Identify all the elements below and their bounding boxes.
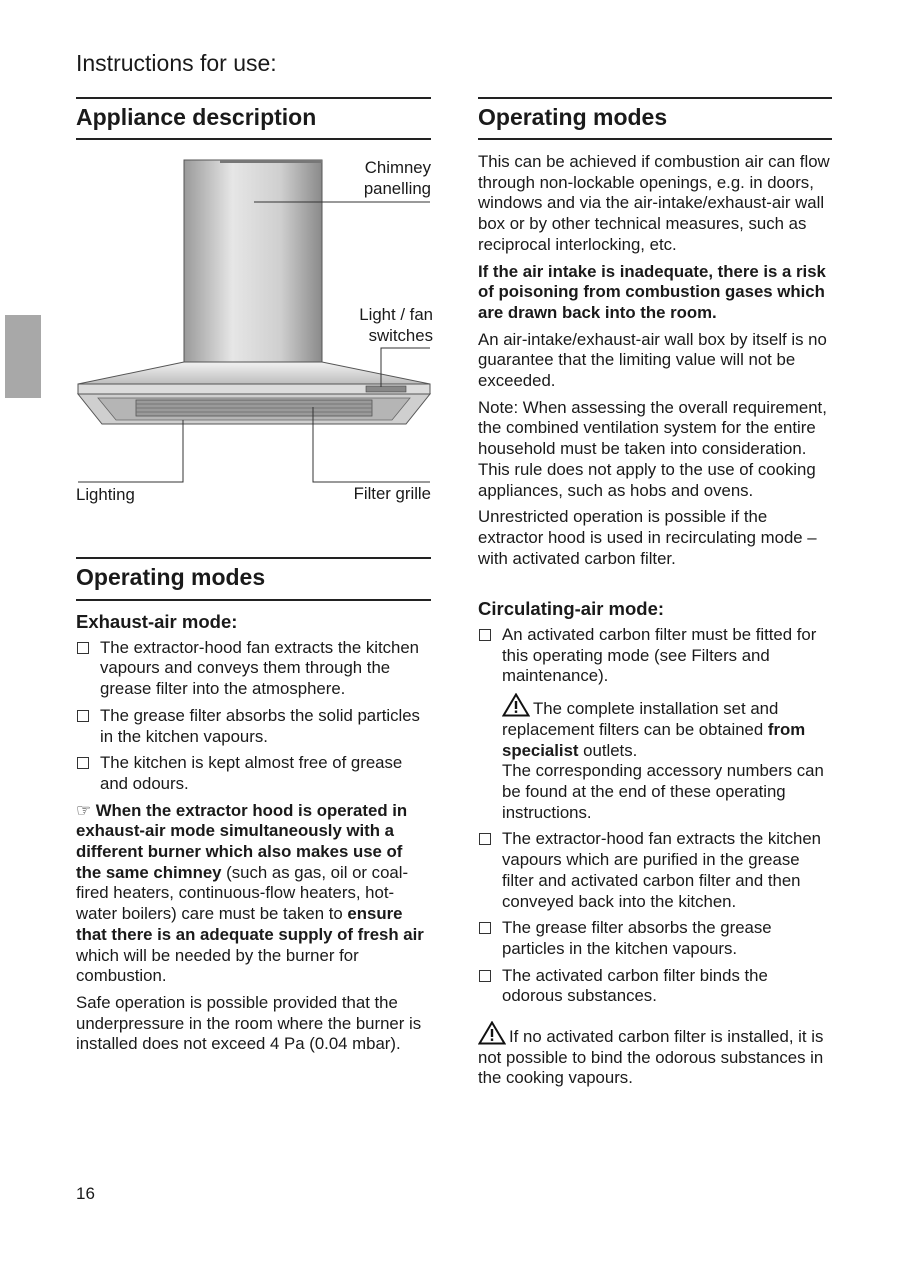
circulating-air-list [478,625,832,1007]
list-item-text: The activated carbon filter binds the odorous substances. [502,965,768,1006]
label-line: panelling [363,179,431,198]
carbon-filter-warning [478,1021,832,1089]
checkbox-bullet-icon [77,642,89,654]
list-item [478,966,832,1007]
warning-triangle-icon [502,693,530,717]
divider [478,97,832,99]
exhaust-air-heading: Exhaust-air mode: [76,611,238,632]
accessory-warning [502,693,832,823]
divider [76,557,431,559]
list-item-text: An activated carbon filter must be fitted for this operating mode (see Filters and maintenance). [502,625,817,686]
page-heading: Instructions for use: [76,50,277,76]
note-bold-text: When the extractor hood is operated in exhaust-air mode simultaneously with a different burner which also makes use of the same chimney [76,800,408,882]
list-item-text: The grease filter absorbs the solid particles in the kitchen vapours. [100,705,420,746]
list-item [478,918,832,959]
label-line: switches [368,326,433,345]
right-operating-modes-body [478,152,832,1095]
label-line: Light / fan [359,305,433,324]
warning-triangle-icon [478,1021,506,1045]
warning-text: The complete installation set and replacement filters can be obtained [502,699,779,739]
canopy-shape [78,362,430,384]
warning-text: If no activated carbon filter is installed, it is not possible to bind the odorous substances in the cooking vapours. [478,1027,824,1088]
label-line: Chimney [364,158,431,177]
list-item-text: The grease filter absorbs the grease particles in the kitchen vapours. [502,918,772,958]
warning-text: The corresponding accessory numbers can be found at the end of these operating instructions. [502,761,824,822]
list-item [76,706,431,747]
chimney-panelling-label [300,157,431,199]
note-text: which will be needed by the burner for combustion. [76,945,359,986]
left-operating-modes-body [76,612,431,1061]
list-item [478,625,832,823]
warning-bold-text: from specialist [502,719,806,760]
paragraph: Note: When assessing the overall requirement, the combined ventilation system for the entire household must be taken into consideration. This rule does not apply to the use of cooking appliances, such as hobs and ovens. [478,397,827,500]
right-operating-modes-title: Operating modes [478,104,668,130]
chimney-note [76,801,431,987]
divider [76,138,431,140]
light-fan-switches-label [300,304,433,346]
page-number: 16 [76,1184,95,1203]
switches-shape [366,386,406,392]
checkbox-bullet-icon [77,757,89,769]
paragraph: This can be achieved if combustion air can flow through non-lockable openings, e.g. in doors, windows and via the air-intake/exhaust-air wall box or by other technical measures, such as reciprocal interlocking, etc. [478,152,830,254]
list-item [76,753,431,794]
lighting-label: Lighting [76,485,135,504]
checkbox-bullet-icon [479,629,491,641]
note-bold-text: ensure that there is an adequate supply of fresh air [76,904,424,944]
list-item-text: The kitchen is kept almost free of grease and odours. [100,753,403,793]
list-item-text: The extractor-hood fan extracts the kitchen vapours and conveys them through the grease filter into the atmosphere. [100,637,420,699]
list-item [76,638,431,700]
checkbox-bullet-icon [479,833,491,845]
list-item [478,829,832,912]
safe-operation-text: Safe operation is possible provided that the underpressure in the room where the burner is installed does not exceed 4 Pa (0.04 mbar). [76,992,422,1054]
divider [76,599,431,601]
paragraph: An air-intake/exhaust-air wall box by itself is no guarantee that the limiting value will not be exceeded. [478,329,827,391]
note-text: (such as gas, oil or coal-fired heaters, continuous-flow heaters, hot-water boilers) care must be taken to [76,862,409,924]
poisoning-warning: If the air intake is inadequate, there is a risk of poisoning from combustion gases which are drawn back into the room. [478,261,826,322]
pointing-hand-icon: ☞ [76,800,92,820]
warning-text: outlets. [578,740,638,760]
appliance-description-title: Appliance description [76,104,317,130]
exhaust-air-list [76,638,431,795]
checkbox-bullet-icon [77,710,89,722]
checkbox-bullet-icon [479,970,491,982]
checkbox-bullet-icon [479,922,491,934]
list-item-text: The extractor-hood fan extracts the kitchen vapours which are purified in the grease filter and activated carbon filter and then conveyed back into the kitchen. [502,829,822,911]
filter-grille-label: Filter grille [353,484,431,503]
divider [478,138,832,140]
divider [76,97,431,99]
section-tab-marker [5,315,41,398]
circulating-air-heading: Circulating-air mode: [478,598,665,620]
paragraph: Unrestricted operation is possible if the extractor hood is used in recirculating mode – with activated carbon filter. [478,507,817,568]
left-operating-modes-title: Operating modes [76,564,266,590]
